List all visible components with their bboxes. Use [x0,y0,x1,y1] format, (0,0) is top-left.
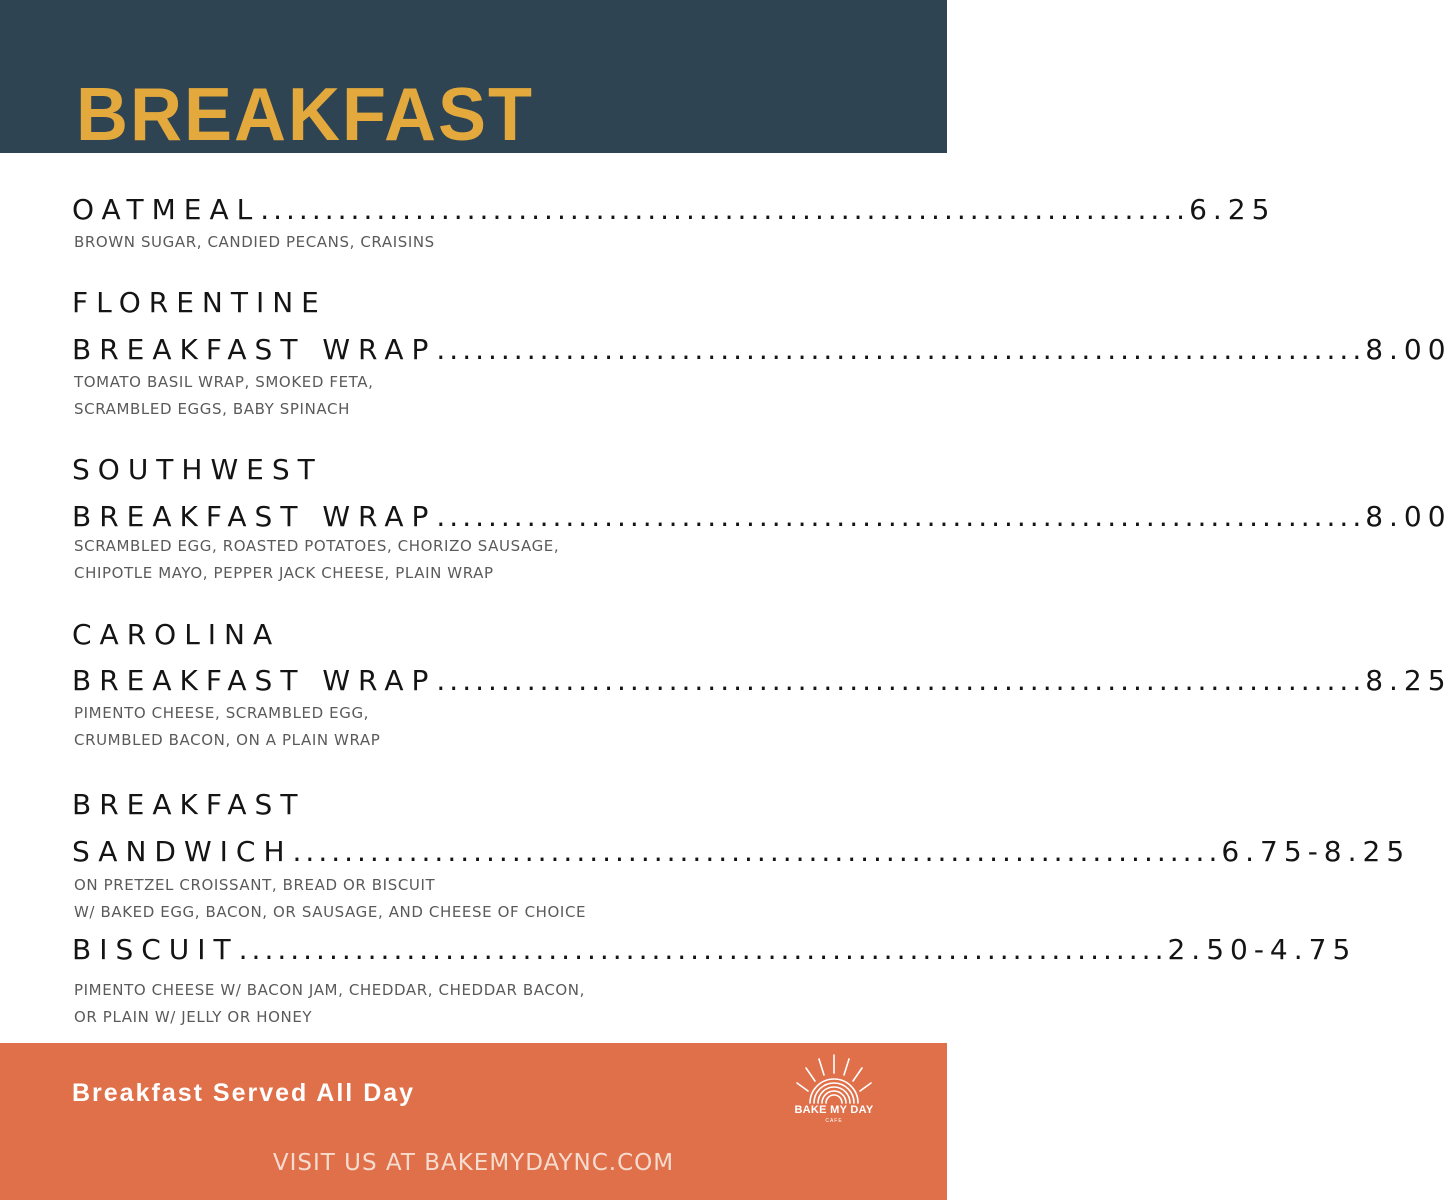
sunrise-logo-icon [784,1053,884,1105]
bake-my-day-logo [784,1053,884,1129]
item-description: ON PRETZEL CROISSANT, BREAD OR BISCUIT [74,876,436,894]
dot-leader: ........................................................................ [260,193,1190,226]
item-name: SANDWICH [72,835,293,868]
dot-leader: ........................................................................ [436,664,1366,697]
item-name: BISCUIT [72,933,239,966]
item-name-line1: FLORENTINE [72,286,327,319]
item-name-line1: BREAKFAST [72,788,306,821]
website-link[interactable]: VISIT US AT BAKEMYDAYNC.COM [272,1150,675,1176]
item-price: 8.00 [1365,333,1452,366]
menu-item-breakfast-sandwich [72,832,1411,872]
dot-leader: ........................................................................ [292,835,1222,868]
item-name-line1: SOUTHWEST [72,453,323,486]
dot-leader: ........................................................................ [238,933,1168,966]
item-price: 8.00 [1365,500,1452,533]
item-price: 6.75-8.25 [1221,835,1411,868]
served-all-day-text: Breakfast Served All Day [72,1079,416,1107]
item-name: BREAKFAST WRAP [72,333,437,366]
item-price: 2.50-4.75 [1167,933,1357,966]
item-description: SCRAMBLED EGGS, BABY SPINACH [74,400,350,418]
item-name: BREAKFAST WRAP [72,664,437,697]
item-description: PIMENTO CHEESE, SCRAMBLED EGG, [74,704,370,722]
item-description: W/ BAKED EGG, BACON, OR SAUSAGE, AND CHEESE OF CHOICE [74,903,587,921]
page-title: BREAKFAST [76,73,535,157]
menu-item-florentine-wrap [72,330,1452,370]
item-description: TOMATO BASIL WRAP, SMOKED FETA, [74,373,374,391]
item-name: OATMEAL [72,193,261,226]
logo-subtext: CAFE [825,1118,843,1124]
menu-item-oatmeal [72,190,1276,230]
item-description: CRUMBLED BACON, ON A PLAIN WRAP [74,731,381,749]
item-description: BROWN SUGAR, CANDIED PECANS, CRAISINS [74,233,435,251]
menu-item-biscuit [72,930,1357,970]
logo-text: BAKE MY DAY [794,1104,874,1116]
item-price: 6.25 [1189,193,1276,226]
menu-item-carolina-wrap [72,661,1452,701]
item-price: 8.25 [1365,664,1452,697]
item-description: PIMENTO CHEESE W/ BACON JAM, CHEDDAR, CHEDDAR BACON, [74,981,585,999]
footer-banner [0,1043,947,1200]
menu-item-southwest-wrap [72,497,1452,537]
item-description: CHIPOTLE MAYO, PEPPER JACK CHEESE, PLAIN WRAP [74,564,494,582]
item-name: BREAKFAST WRAP [72,500,437,533]
item-name-line1: CAROLINA [72,618,281,651]
dot-leader: ........................................................................ [436,500,1366,533]
item-description: SCRAMBLED EGG, ROASTED POTATOES, CHORIZO SAUSAGE, [74,537,560,555]
item-description: OR PLAIN W/ JELLY OR HONEY [74,1008,313,1026]
header-banner [0,0,947,157]
dot-leader: ........................................................................ [436,333,1366,366]
